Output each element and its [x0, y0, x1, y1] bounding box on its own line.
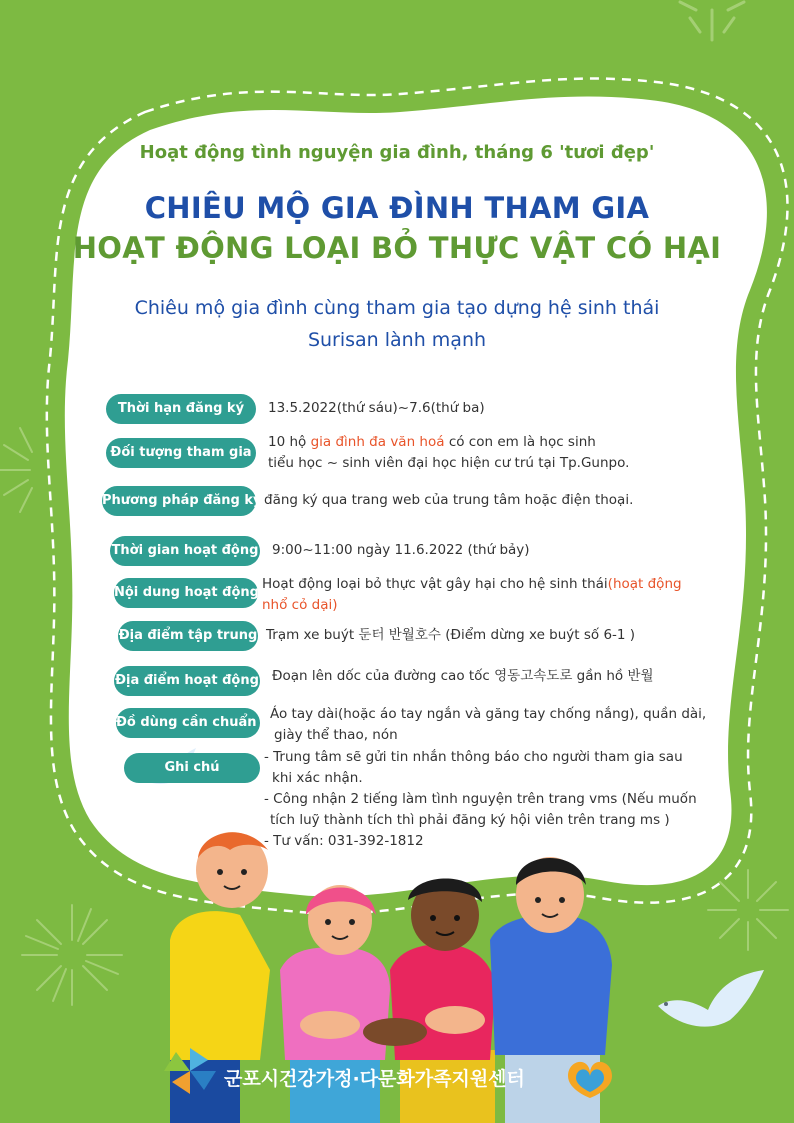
- value-items-line-2: giày thể thao, nón: [274, 727, 398, 743]
- intro-text: [0, 292, 794, 356]
- label-items-to-bring: Đồ dùng cần chuẩn bị: [116, 708, 260, 738]
- label-meeting-place: Địa điểm tập trung: [118, 621, 258, 651]
- target-text-a: 10 hộ: [268, 434, 311, 450]
- value-meeting-place: Trạm xe buýt 둔터 반월호수 (Điểm dừng xe buýt số 6-1 ): [266, 627, 636, 643]
- note-line-5: - Tư vấn: 031-392-1812: [264, 833, 424, 849]
- organization-name: 군포시건강가정·다문화가족지원센터: [224, 1068, 525, 1090]
- note-line-3: - Công nhận 2 tiếng làm tình nguyện trên trang vms (Nếu muốn: [264, 791, 697, 807]
- label-registration-period: Thời hạn đăng ký: [106, 394, 256, 424]
- title-line-2: HOẠT ĐỘNG LOẠI BỎ THỰC VẬT CÓ HẠI: [72, 231, 722, 265]
- label-activity-place: Địa điểm hoạt động: [114, 666, 260, 696]
- label-activity-time: Thời gian hoạt động: [110, 536, 260, 566]
- target-highlight: gia đình đa văn hoá: [310, 434, 445, 450]
- value-items-line-1: Áo tay dài(hoặc áo tay ngắn và găng tay chống nắng), quần dài,: [270, 706, 707, 722]
- value-activity-content: [262, 574, 682, 616]
- family-center-logo-icon: [560, 1050, 620, 1100]
- event-subtitle: Hoạt động tình nguyện gia đình, tháng 6 'tươi đẹp': [139, 142, 655, 163]
- label-notes: Ghi chú: [124, 753, 260, 783]
- value-target-line-2: tiểu học ~ sinh viên đại học hiện cư trú tại Tp.Gunpo.: [268, 455, 630, 471]
- value-content-line-1: [262, 574, 682, 595]
- value-activity-place: Đoạn lên dốc của đường cao tốc 영동고속도로 gần hồ 반월: [272, 668, 654, 684]
- value-registration-period: 13.5.2022(thứ sáu)~7.6(thứ ba): [268, 400, 485, 416]
- value-target-line-1: [268, 432, 629, 453]
- content-highlight-a: (hoạt động: [607, 576, 682, 592]
- target-text-c: có con em là học sinh: [444, 434, 596, 450]
- label-activity-content: Nội dung hoạt động: [114, 578, 258, 608]
- intro-line-1: Chiêu mộ gia đình cùng tham gia tạo dựng hệ sinh thái: [134, 297, 660, 319]
- label-registration-method: Phương pháp đăng ký: [102, 486, 256, 516]
- value-content-line-2: nhổ cỏ dại): [262, 597, 338, 613]
- value-registration-method: đăng ký qua trang web của trung tâm hoặc điện thoại.: [264, 492, 634, 508]
- content-text-a: Hoạt động loại bỏ thực vật gây hại cho hệ sinh thái: [262, 576, 608, 592]
- intro-line-2: Surisan lành mạnh: [307, 329, 487, 351]
- note-line-2: khi xác nhận.: [272, 770, 363, 786]
- value-items-to-bring: [270, 704, 706, 746]
- label-target: Đối tượng tham gia: [106, 438, 256, 468]
- value-target: [268, 432, 629, 474]
- title-line-1: CHIÊU MỘ GIA ĐÌNH THAM GIA: [144, 191, 650, 225]
- note-line-4: tích luỹ thành tích thì phải đăng ký hội viên trên trang ms ): [270, 812, 670, 828]
- value-activity-time: 9:00~11:00 ngày 11.6.2022 (thứ bảy): [272, 542, 530, 558]
- dove-right-icon: [652, 966, 772, 1046]
- pinwheel-logo-icon: [160, 1046, 220, 1096]
- note-line-1: - Trung tâm sẽ gửi tin nhắn thông báo cho người tham gia sau: [264, 749, 683, 765]
